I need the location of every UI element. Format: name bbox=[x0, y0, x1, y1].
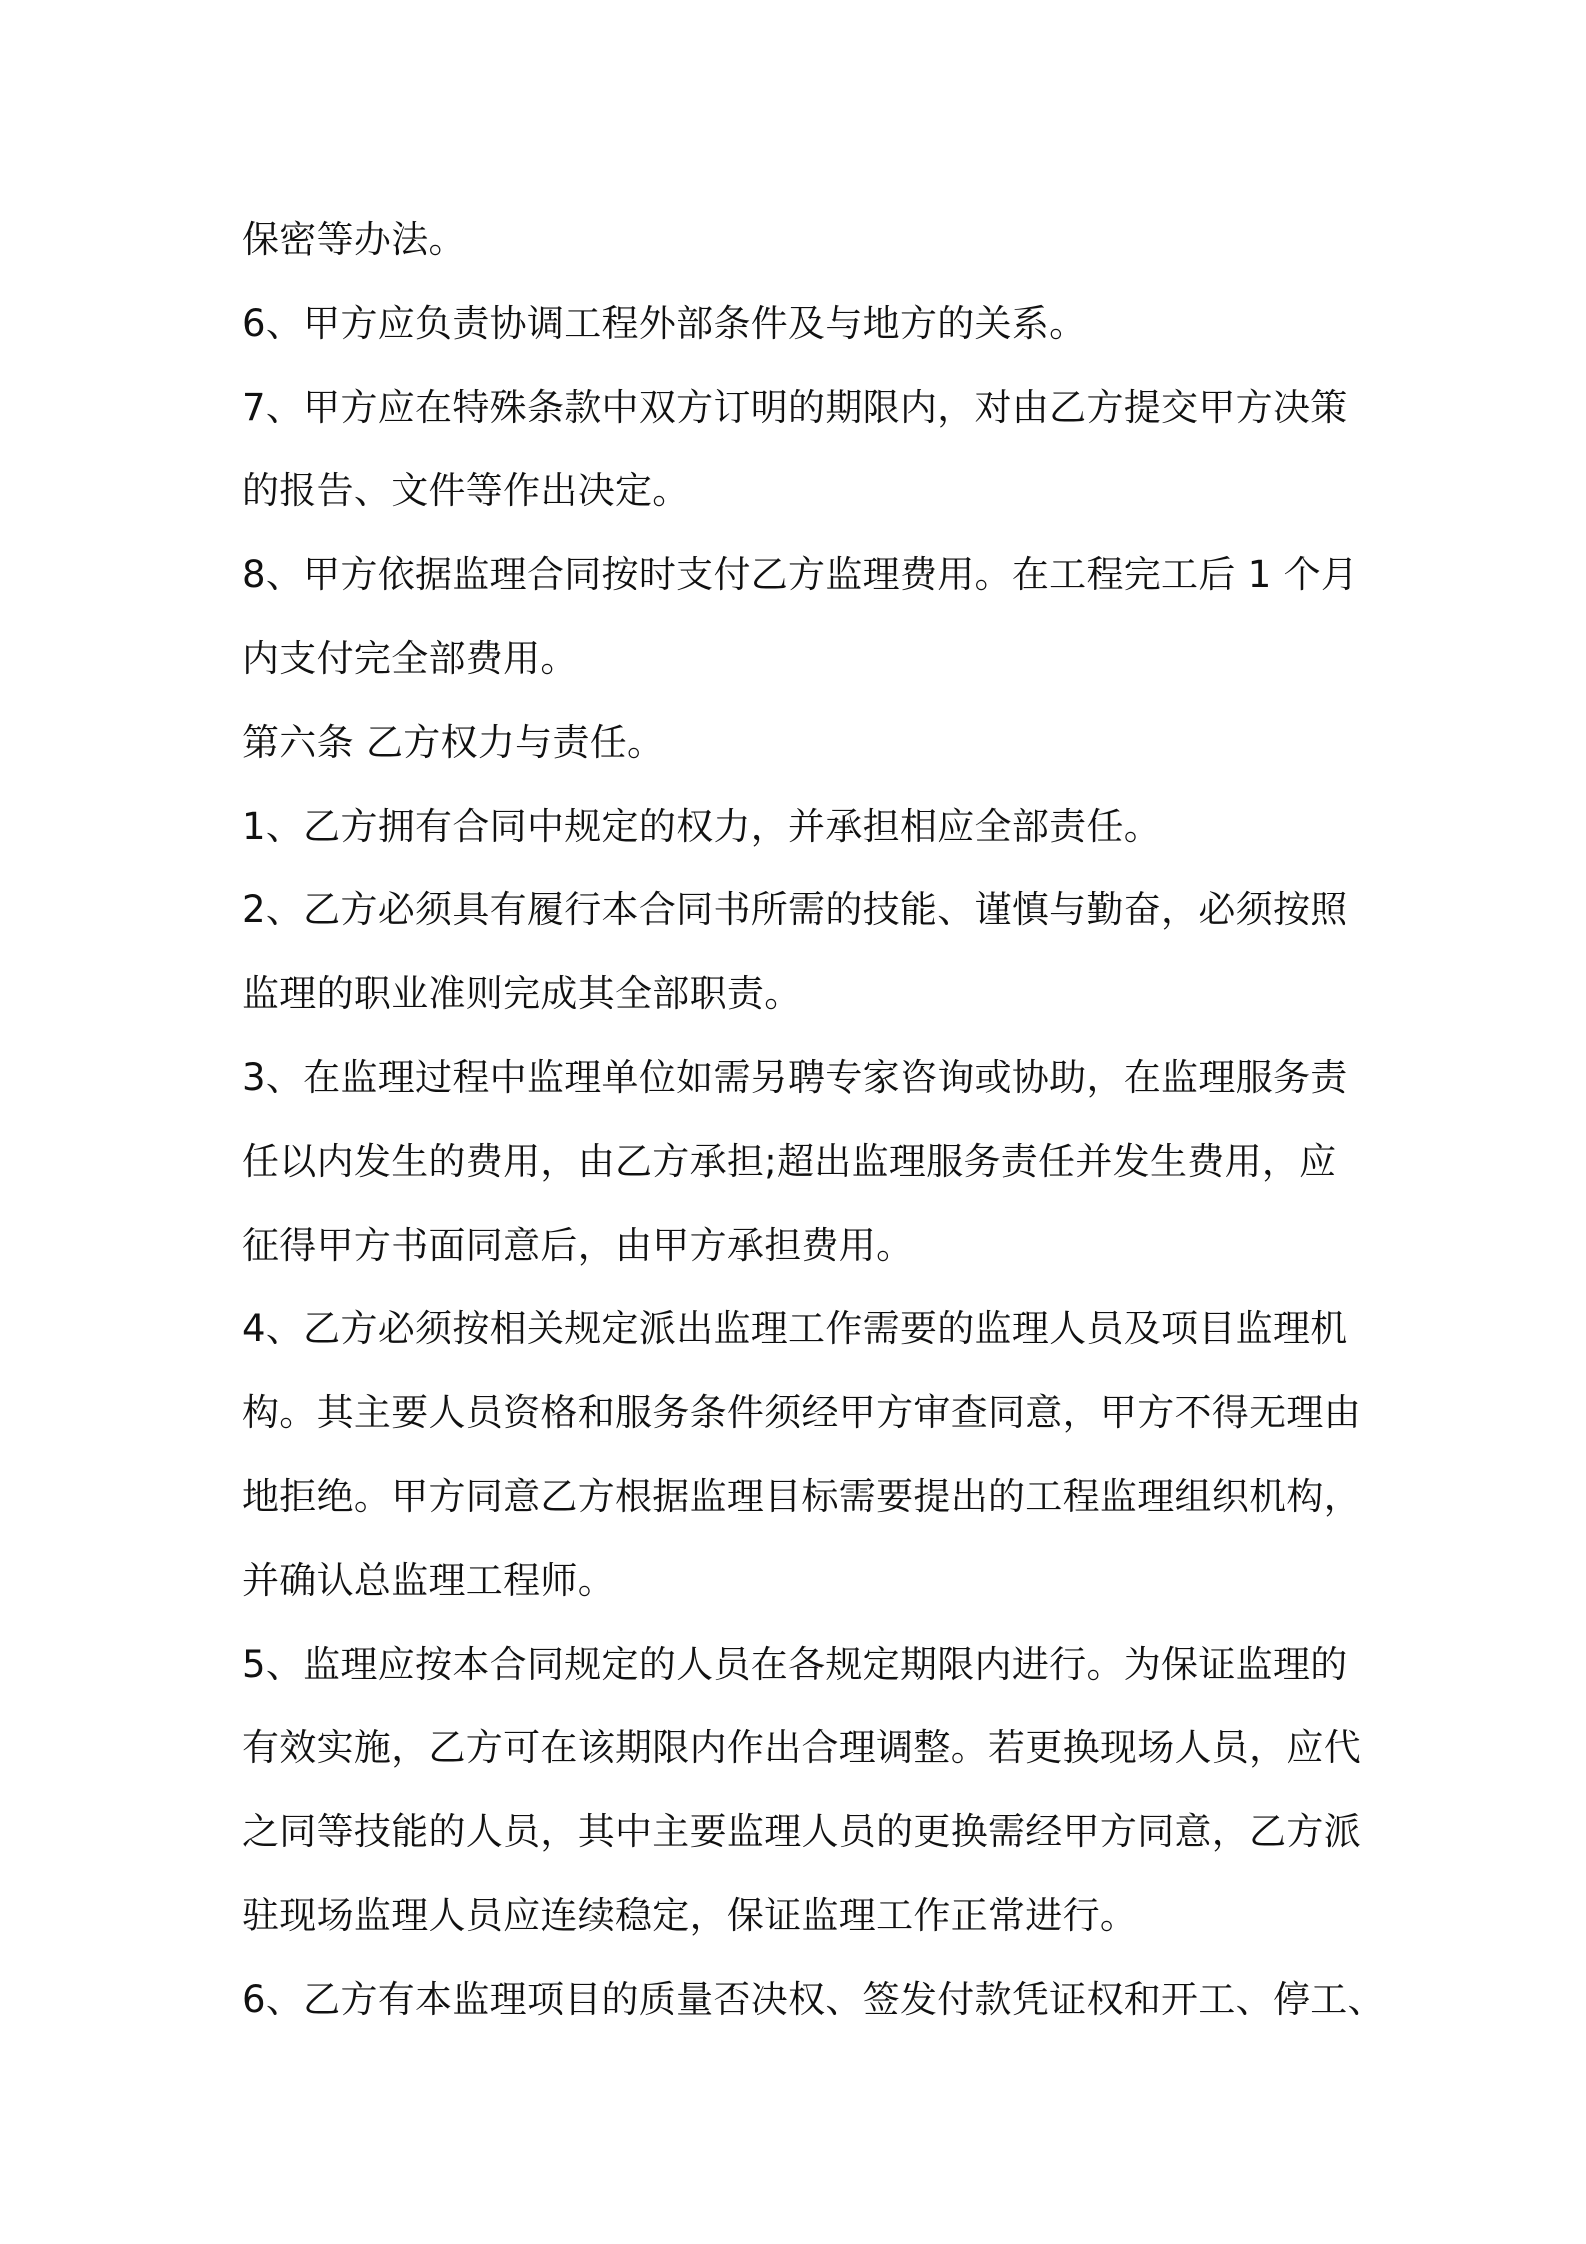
text-line: 3、在监理过程中监理单位如需另聘专家咨询或协助，在监理服务责 bbox=[242, 1055, 1348, 1099]
text-line: 地拒绝。甲方同意乙方根据监理目标需要提出的工程监理组织机构， bbox=[242, 1474, 1361, 1518]
text-line: 保密等办法。 bbox=[242, 218, 466, 261]
document-body bbox=[242, 198, 1385, 2042]
text-line: 并确认总监理工程师。 bbox=[242, 1558, 615, 1602]
text-line: 7、甲方应在特殊条款中双方订明的期限内，对由乙方提交甲方决策 bbox=[242, 385, 1348, 429]
text-line: 2、乙方必须具有履行本合同书所需的技能、谨慎与勤奋，必须按照 bbox=[242, 888, 1348, 932]
section-heading: 第六条 乙方权力与责任。 bbox=[242, 720, 665, 764]
text-line: 内支付完全部费用。 bbox=[242, 636, 578, 680]
text-line: 6、乙方有本监理项目的质量否决权、签发付款凭证权和开工、停工、 bbox=[242, 1977, 1385, 2021]
text-line: 监理的职业准则完成其全部职责。 bbox=[242, 972, 802, 1016]
text-line: 5、监理应按本合同规定的人员在各规定期限内进行。为保证监理的 bbox=[242, 1642, 1348, 1686]
text-line: 6、甲方应负责协调工程外部条件及与地方的关系。 bbox=[242, 301, 1087, 345]
text-line: 征得甲方书面同意后，由甲方承担费用。 bbox=[242, 1223, 914, 1267]
text-line: 1、乙方拥有合同中规定的权力，并承担相应全部责任。 bbox=[242, 804, 1162, 848]
text-line: 任以内发生的费用，由乙方承担;超出监理服务责任并发生费用，应 bbox=[242, 1139, 1337, 1183]
text-line: 有效实施，乙方可在该期限内作出合理调整。若更换现场人员，应代 bbox=[242, 1726, 1361, 1770]
text-line: 构。其主要人员资格和服务条件须经甲方审查同意，甲方不得无理由 bbox=[242, 1391, 1361, 1435]
text-line: 驻现场监理人员应连续稳定，保证监理工作正常进行。 bbox=[242, 1893, 1138, 1937]
text-line: 的报告、文件等作出决定。 bbox=[242, 469, 690, 513]
text-line: 4、乙方必须按相关规定派出监理工作需要的监理人员及项目监理机 bbox=[242, 1307, 1348, 1351]
text-line: 8、甲方依据监理合同按时支付乙方监理费用。在工程完工后 1 个月 bbox=[242, 553, 1359, 597]
text-line: 之同等技能的人员，其中主要监理人员的更换需经甲方同意，乙方派 bbox=[242, 1810, 1361, 1854]
